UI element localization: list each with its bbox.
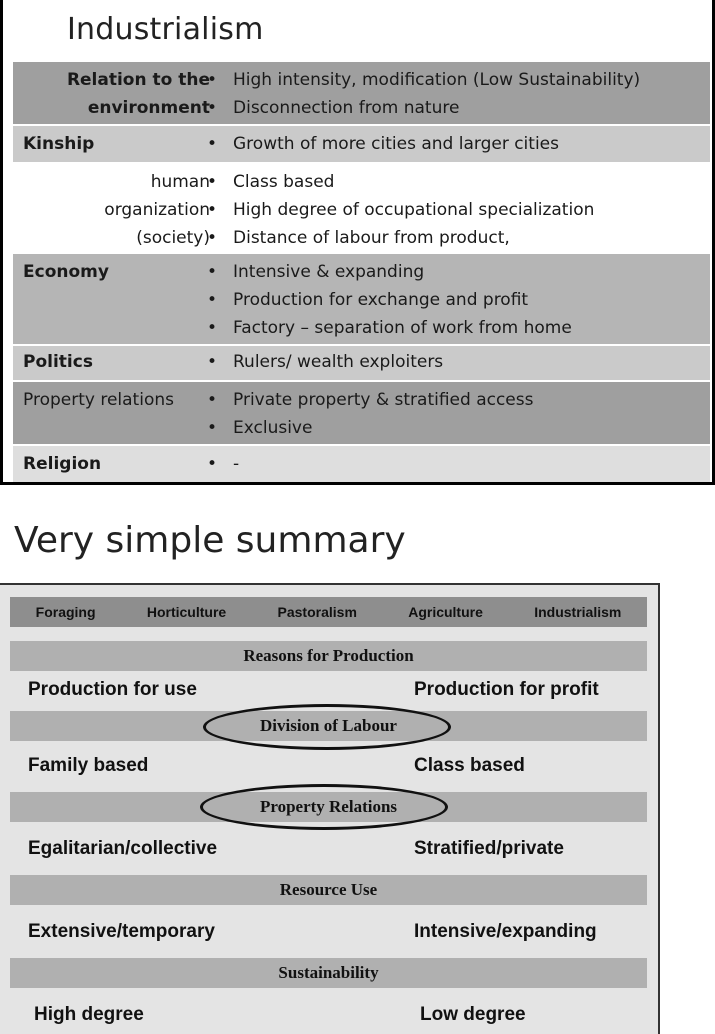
list-item: • Class based [207, 172, 335, 192]
row-label: Property relations [23, 390, 174, 410]
list-item: • Factory – separation of work from home [207, 318, 572, 338]
bullet-list [203, 348, 443, 376]
summary-diagram [0, 583, 660, 1034]
left-endpoint: High degree [34, 1004, 144, 1025]
right-endpoint: Low degree [420, 1004, 526, 1025]
industrialism-slide [0, 0, 715, 485]
summary-title: Very simple summary [14, 520, 406, 561]
table-row-property-relations [13, 382, 710, 444]
table-row-environment [13, 62, 710, 124]
stage-label: Industrialism [534, 604, 622, 620]
row-label: Relation to the environment [66, 70, 210, 118]
list-item: • Production for exchange and profit [207, 290, 529, 310]
bullet-list [203, 258, 572, 342]
stage-label: Agriculture [408, 604, 483, 620]
right-endpoint: Intensive/expanding [414, 921, 597, 942]
table-row-economy [13, 254, 710, 344]
left-endpoint: Family based [28, 755, 149, 776]
row-label: Economy [23, 262, 109, 282]
list-item: • Private property & stratified access [207, 390, 534, 410]
right-endpoint: Production for profit [414, 679, 599, 700]
emphasis-oval [200, 784, 448, 830]
bullet-list [203, 386, 533, 442]
list-item: • High degree of occupational specialization [207, 200, 595, 220]
stage-header [10, 597, 647, 627]
section-heading: Reasons for Production [10, 641, 647, 671]
list-item: • Exclusive [207, 418, 313, 438]
row-label: Kinship [23, 134, 95, 154]
stage-label: Foraging [35, 604, 96, 620]
left-endpoint: Extensive/temporary [28, 921, 215, 942]
list-item: • High intensity, modification (Low Sustainability) [207, 70, 641, 90]
emphasis-oval [203, 704, 451, 750]
section-heading: Resource Use [10, 875, 647, 905]
list-item: • Disconnection from nature [207, 98, 460, 118]
list-item: • Growth of more cities and larger cities [207, 134, 559, 154]
row-label: Religion [23, 454, 102, 474]
bullet-list [203, 450, 239, 478]
table-row-religion [13, 446, 710, 482]
table-row-kinship [13, 126, 710, 162]
list-item: • Intensive & expanding [207, 262, 425, 282]
bullet-list [203, 130, 559, 158]
bullet-list [203, 66, 640, 122]
bullet-list [203, 168, 594, 252]
left-endpoint: Egalitarian/collective [28, 838, 218, 859]
table-row-human-organization [13, 164, 710, 252]
section-heading: Division of Labour [10, 711, 647, 741]
section-heading: Sustainability [10, 958, 647, 988]
slide-title: Industrialism [67, 12, 264, 47]
list-item: • - [207, 454, 240, 474]
right-endpoint: Class based [414, 755, 525, 776]
table-row-politics [13, 346, 710, 380]
list-item: • Distance of labour from product, [207, 228, 510, 248]
row-label: human organization (society) [104, 172, 210, 248]
stage-label: Horticulture [146, 604, 227, 620]
left-endpoint: Production for use [28, 679, 197, 700]
section-heading: Property Relations [10, 792, 647, 822]
stage-label: Pastoralism [277, 604, 357, 620]
list-item: • Rulers/ wealth exploiters [207, 352, 444, 372]
right-endpoint: Stratified/private [414, 838, 564, 859]
row-label: Politics [23, 352, 93, 372]
